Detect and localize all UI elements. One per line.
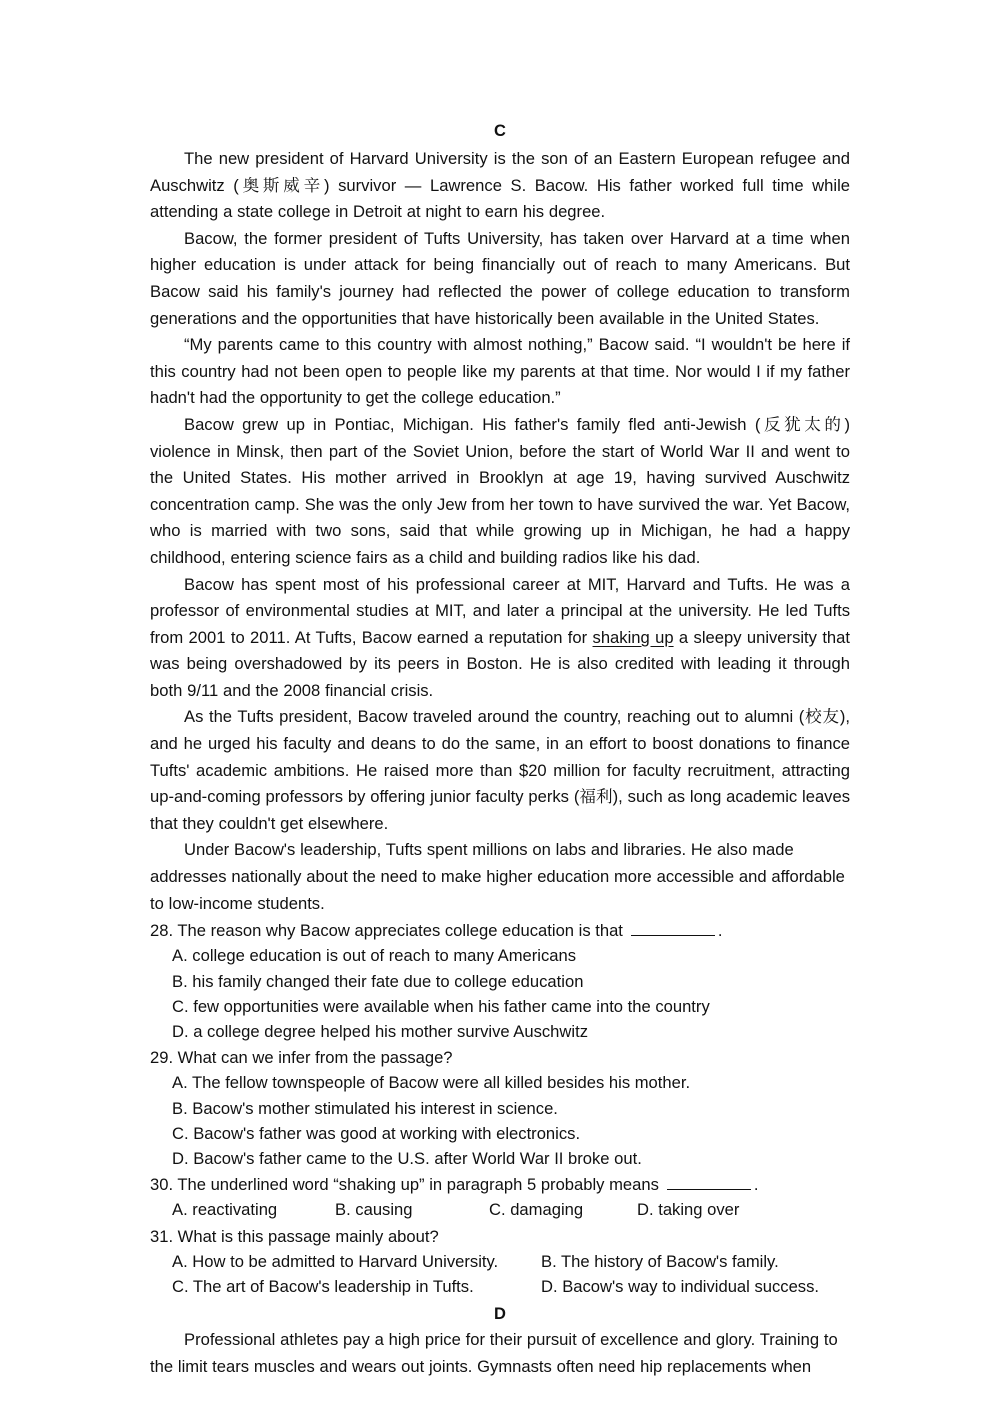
passage-c-paragraph-2: Bacow, the former president of Tufts University, has taken over Harvard at a time when higher education is under attack for being financially out of reach to many Americans. But Bacow said his family's journey had reflected the power of college education to transform generations and the opportunities that have historically been available in the United States. [150, 228, 850, 328]
paragraph-5-text-after: a sleepy university that was being overshadowed by its peers in Boston. He is also credited with leading it through both 9/11 and the 2008 financial crisis. [150, 627, 851, 700]
question-28 [150, 918, 850, 1044]
question-28-option-b[interactable]: B. his family changed their fate due to college education [172, 971, 584, 991]
question-28-answer-blank[interactable] [631, 922, 715, 937]
question-30-stem [150, 1172, 850, 1197]
passage-c-paragraph-5 [150, 572, 850, 705]
question-30 [150, 1172, 850, 1222]
question-28-stem-period: . [717, 921, 723, 941]
question-29 [150, 1045, 850, 1171]
question-31-stem: 31. What is this passage mainly about? [150, 1226, 439, 1246]
question-31 [150, 1224, 850, 1300]
passage-c-paragraph-1: The new president of Harvard University is the son of an Eastern European refugee and Auschwitz (奥斯威辛) survivor — Lawrence S. Bacow. His father worked full time while attending a state college in Detroit at night to earn his degree. [150, 149, 850, 222]
question-30-option-d[interactable]: D. taking over [637, 1200, 740, 1220]
question-28-option-d[interactable]: D. a college degree helped his mother survive Auschwitz [172, 1022, 588, 1042]
question-29-option-a[interactable]: A. The fellow townspeople of Bacow were all killed besides his mother. [172, 1073, 691, 1093]
question-30-option-a[interactable]: A. reactivating [172, 1200, 278, 1220]
question-30-option-b[interactable]: B. causing [335, 1200, 413, 1220]
question-28-option-c[interactable]: C. few opportunities were available when his father came into the country [172, 996, 710, 1016]
question-29-stem: 29. What can we infer from the passage? [150, 1048, 453, 1068]
passage-c-paragraph-3: “My parents came to this country with almost nothing,” Bacow said. “I wouldn't be here if this country had not been open to people like my parents at that time. Nor would I if my father hadn't had the opportunity to get the college education.” [150, 335, 850, 408]
question-31-options-row-1 [150, 1249, 850, 1274]
question-31-option-d[interactable]: D. Bacow's way to individual success. [541, 1277, 820, 1297]
question-30-answer-blank[interactable] [667, 1176, 751, 1191]
question-28-option-a[interactable]: A. college education is out of reach to many Americans [172, 946, 577, 966]
question-28-stem [150, 918, 850, 943]
passage-c-paragraph-7: Under Bacow's leadership, Tufts spent millions on labs and libraries. He also made addresses nationally about the need to make higher education more accessible and affordable to low-income students. [150, 840, 845, 913]
section-d-heading: D [494, 1305, 506, 1324]
passage-c-paragraph-4: Bacow grew up in Pontiac, Michigan. His father's family fled anti-Jewish (反犹太的) violence in Minsk, then part of the Soviet Union, before the start of World War II and went to the United States. His mother arrived in Brooklyn at age 19, having survived Auschwitz concentration camp. She was the only Jew from her town to have survived the war. Yet Bacow, who is married with two sons, said that while growing up in Michigan, he had a happy childhood, entering science fairs as a child and building radios like his dad. [150, 414, 850, 567]
paragraph-5-text-before: Bacow has spent most of his professional career at MIT, Harvard and Tufts. He was a professor of environmental studies at MIT, and later a principal at the university. He led Tufts from 2001 to 2011. At Tufts, Bacow earned a reputation for [150, 574, 850, 647]
question-31-option-c[interactable]: C. The art of Bacow's leadership in Tufts. [172, 1277, 474, 1297]
question-31-option-b[interactable]: B. The history of Bacow's family. [541, 1251, 779, 1271]
question-29-option-c[interactable]: C. Bacow's father was good at working with electronics. [172, 1123, 581, 1143]
question-30-stem-text: 30. The underlined word “shaking up” in paragraph 5 probably means [150, 1175, 659, 1195]
passage-d-paragraph-1: Professional athletes pay a high price for their pursuit of excellence and glory. Training to the limit tears muscles and wears out joints. Gymnasts often need hip replacements when [150, 1330, 838, 1376]
question-30-option-c[interactable]: C. damaging [489, 1200, 584, 1220]
question-30-options-row [150, 1197, 850, 1222]
question-30-stem-period: . [753, 1175, 759, 1195]
underlined-phrase-shaking-up: shaking up [592, 627, 674, 647]
question-28-stem-text: 28. The reason why Bacow appreciates college education is that [150, 921, 623, 941]
question-31-option-a[interactable]: A. How to be admitted to Harvard University. [172, 1251, 499, 1271]
section-c-heading: C [493, 122, 507, 140]
question-31-options-row-2 [150, 1274, 850, 1299]
question-29-option-d[interactable]: D. Bacow's father came to the U.S. after World War II broke out. [172, 1149, 642, 1169]
passage-c-paragraph-6: As the Tufts president, Bacow traveled around the country, reaching out to alumni (校友), and he urged his faculty and deans to do the same, in an effort to boost donations to finance Tufts' academic ambitions. He raised more than $20 million for faculty recruitment, attracting up-and-coming professors by offering junior faculty perks (福利), such as long academic leaves that they couldn't get elsewhere. [150, 707, 850, 833]
question-29-option-b[interactable]: B. Bacow's mother stimulated his interest in science. [172, 1098, 558, 1118]
